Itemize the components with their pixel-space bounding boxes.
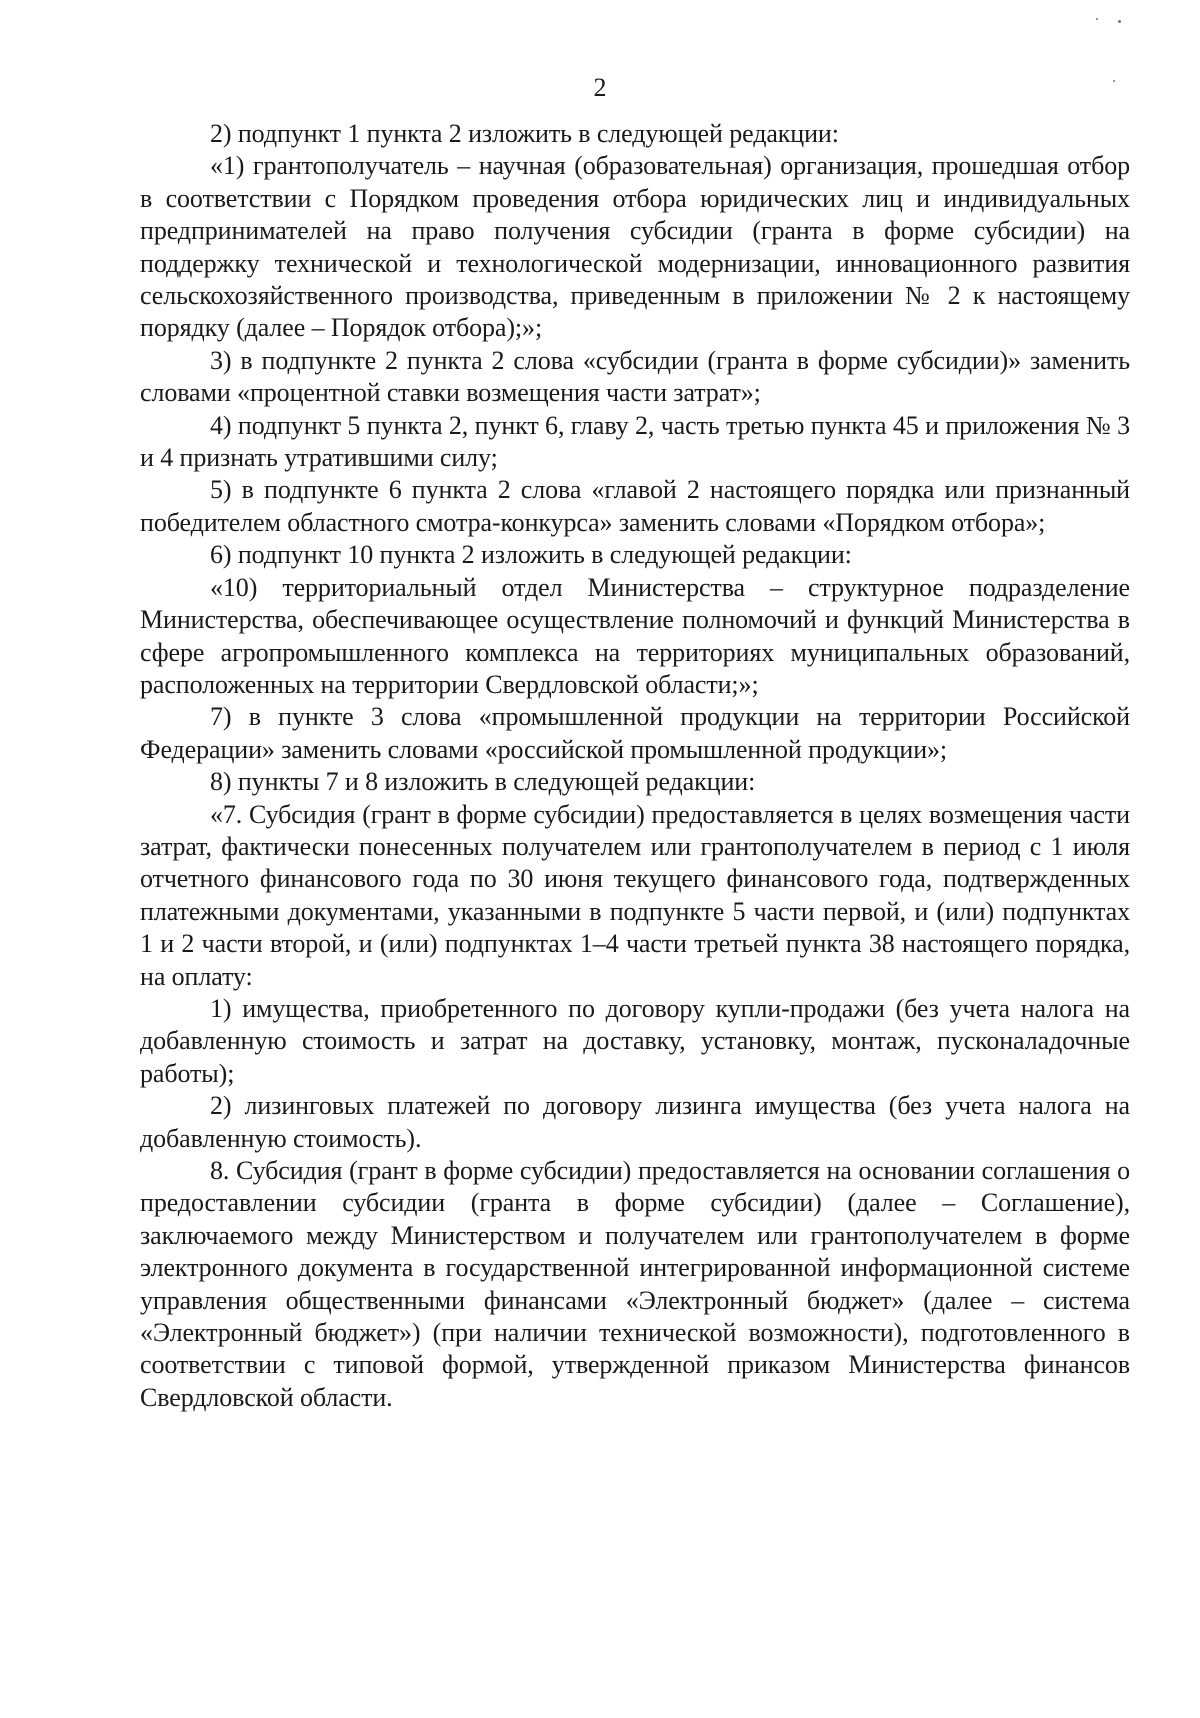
paragraph: 8) пункты 7 и 8 изложить в следующей редакции: <box>210 767 756 797</box>
page-number: 2 <box>593 73 607 102</box>
paragraph: «10) территориальный отдел Министерства – структурное подразделение Министерства, обеспечивающее осуществление полномочий и функций Министерства в сфере агропромышленного комплекса на территориях муниципальных образований, расположенных на территории Свердловской области;»; <box>140 572 1130 699</box>
document-body <box>140 118 1130 1414</box>
paragraph: 6) подпункт 10 пункта 2 изложить в следующей редакции: <box>210 540 852 570</box>
paragraph: 2) подпункт 1 пункта 2 изложить в следующей редакции: <box>210 119 839 148</box>
paragraph: 4) подпункт 5 пункта 2, пункт 6, главу 2, часть третью пункта 45 и приложения № 3 и 4 признать утратившими силу; <box>140 410 1130 473</box>
paragraph: 8. Субсидия (грант в форме субсидии) предоставляется на основании соглашения о предоставлении субсидии (гранта в форме субсидии) (далее – Соглашение), заключаемого между Министерством и получателем или грантополучателем в форме электронного документа в государственной интегрированной информационной системе управления общественными финансами «Электронный бюджет» (далее – система «Электронный бюджет») (при наличии технической возможности), подготовленного в соответствии с типовой формой, утвержденной приказом Министерства финансов Свердловской области. <box>140 1156 1130 1412</box>
paragraph: 1) имущества, приобретенного по договору купли-продажи (без учета налога на добавленную стоимость и затрат на доставку, установку, монтаж, пусконаладочные работы); <box>140 993 1130 1088</box>
paragraph: «7. Субсидия (грант в форме субсидии) предоставляется в целях возмещения части затрат, фактически понесенных получателем или грантополучателем в период с 1 июля отчетного финансового года по 30 июня текущего финансового года, подтвержденных платежными документами, указанными в подпункте 5 части первой, и (или) подпунктах 1 и 2 части второй, и (или) подпунктах 1–4 части третьей пункта 38 настоящего порядка, на оплату: <box>140 799 1130 991</box>
paragraph: 3) в подпункте 2 пункта 2 слова «субсидии (гранта в форме субсидии)» заменить словами «процентной ставки возмещения части затрат»; <box>140 345 1130 408</box>
paragraph: 5) в подпункте 6 пункта 2 слова «главой 2 настоящего порядка или признанный победителем областного смотра-конкурса» заменить словами «Порядком отбора»; <box>140 475 1130 537</box>
scan-speck <box>1096 18 1098 20</box>
paragraph: 2) лизинговых платежей по договору лизинга имущества (без учета налога на добавленную стоимость). <box>140 1091 1130 1153</box>
scan-speck <box>1118 20 1121 23</box>
paragraph: 7) в пункте 3 слова «промышленной продукции на территории Российской Федерации» заменить словами «российской промышленной продукции»; <box>140 702 1130 764</box>
paragraph: «1) грантополучатель – научная (образовательная) организация, прошедшая отбор в соответствии с Порядком проведения отбора юридических лиц и индивидуальных предпринимателей на право получения субсидии (гранта в форме субсидии) на поддержку технической и технологической модернизации, инновационного развития сельскохозяйственного производства, приведенным в приложении № 2 к настоящему порядку (далее – Порядок отбора);»; <box>140 151 1130 343</box>
